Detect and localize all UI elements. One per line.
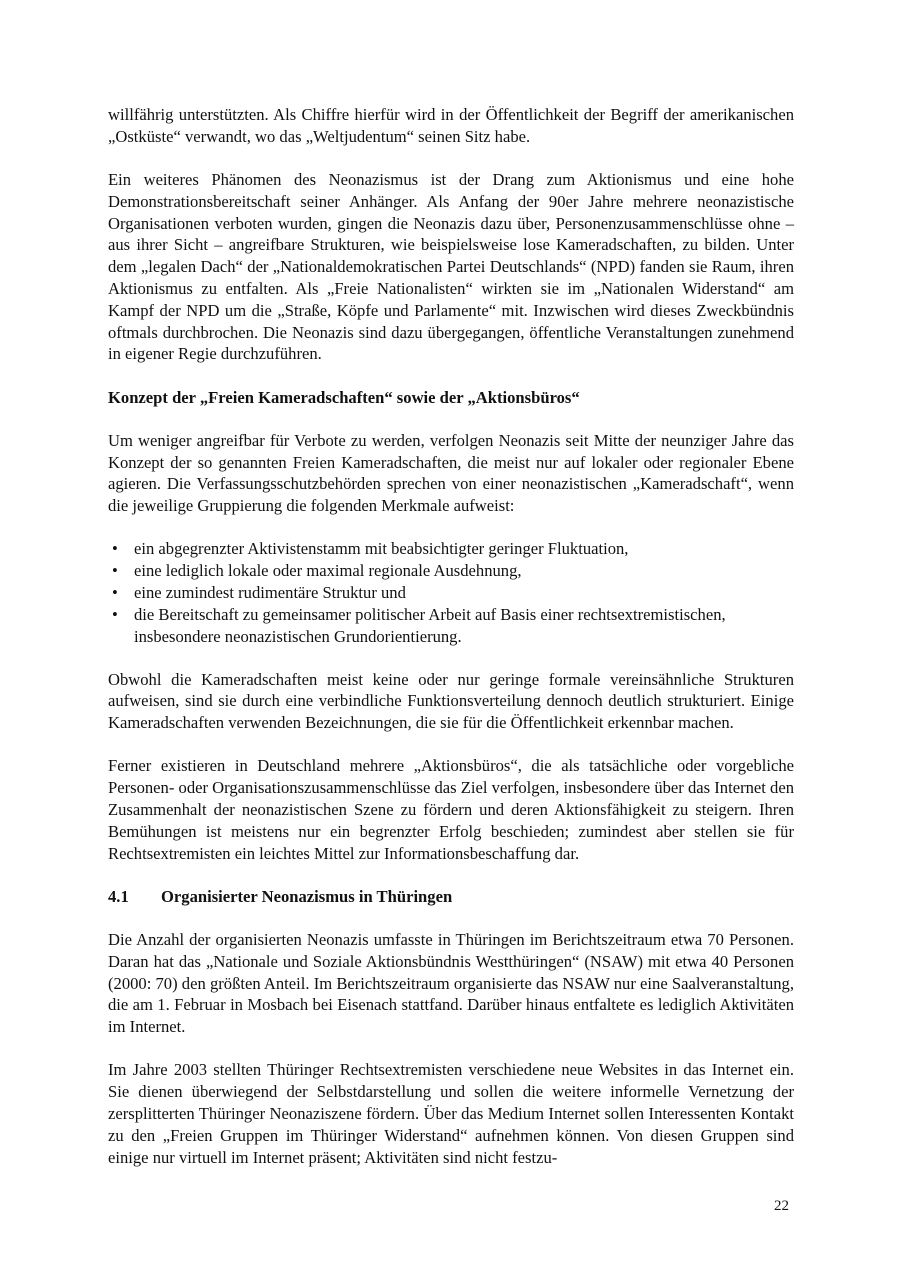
list-item — [108, 582, 794, 604]
section-heading — [108, 886, 794, 908]
paragraph-continuation: willfährig unterstützten. Als Chiffre hierfür wird in der Öffentlichkeit der Begriff der amerikanischen „Ostküste“ verwandt, wo das „Weltjudentum“ seinen Sitz habe. — [108, 105, 794, 146]
bullet-icon: • — [112, 582, 118, 602]
criteria-list — [108, 538, 794, 647]
paragraph-structures: Obwohl die Kameradschaften meist keine oder nur geringe formale vereinsähnliche Strukturen aufweisen, sind sie durch eine verbindliche Funktionsverteilung dennoch deutlich strukturiert. Einige Kameradschaften verwenden Bezeichnungen, die sie für die Öffentlichkeit erkennbar machen. — [108, 669, 794, 733]
paragraph-neonazism-activism: Ein weiteres Phänomen des Neonazismus ist der Drang zum Aktionismus und eine hohe Demonstrationsbereitschaft seiner Anhänger. Als Anfang der 90er Jahre mehrere neonazistische Organisationen verboten wurden, gingen die Neonazis dazu über, Personenzusammenschlüsse ohne – aus ihrer Sicht – angreifbare Strukturen, wie beispielsweise lose Kameradschaften, zu bilden. Unter dem „legalen Dach“ der „Nationaldemokratischen Partei Deutschlands“ (NPD) fanden sie Raum, ihren Aktionismus zu entfalten. Als „Freie Nationalisten“ wirkten sie im „Nationalen Widerstand“ am Kampf der NPD um die „Straße, Köpfe und Parlamente“ mit. Inzwischen wird dieses Zweckbündnis oftmals durchbrochen. Die Neonazis sind dazu übergegangen, öffentliche Veranstaltungen zunehmend in eigener Regie durchzuführen. — [108, 169, 794, 364]
bullet-icon: • — [112, 561, 118, 581]
paragraph-concept-intro: Um weniger angreifbar für Verbote zu werden, verfolgen Neonazis seit Mitte der neunziger Jahre das Konzept der so genannten Freien Kameradschaften, die meist nur auf lokaler oder regionaler Ebene agieren. Die Verfassungsschutzbehörden sprechen von einer neonazistischen „Kameradschaft“, wenn die jeweilige Gruppierung die folgenden Merkmale aufweist: — [108, 430, 794, 516]
bullet-icon: • — [112, 539, 118, 559]
list-item — [108, 560, 794, 582]
document-page — [108, 104, 794, 1190]
section-number: 4.1 — [108, 886, 129, 906]
paragraph-websites: Im Jahre 2003 stellten Thüringer Rechtsextremisten verschiedene neue Websites in das Internet ein. Sie dienen überwiegend der Selbstdarstellung und sollen die weitere informelle Vernetzung der zersplitterten Thüringer Neonaziszene fördern. Über das Medium Internet sollen Interessenten Kontakt zu den „Freien Gruppen im Thüringer Widerstand“ aufnehmen können. Von diesen Gruppen sind einige nur virtuell im Internet präsent; Aktivitäten sind nicht festzu- — [108, 1060, 794, 1167]
list-item — [108, 538, 794, 560]
list-item — [108, 604, 794, 648]
page-number: 22 — [774, 1198, 789, 1214]
list-item-text: eine lediglich lokale oder maximal regionale Ausdehnung, — [134, 561, 522, 581]
list-item-text: eine zumindest rudimentäre Struktur und — [134, 582, 406, 602]
section-title: Organisierter Neonazismus in Thüringen — [161, 886, 453, 906]
paragraph-aktionsbueros: Ferner existieren in Deutschland mehrere „Aktionsbüros“, die als tatsächliche oder vorgebliche Personen- oder Organisationszusammenschlüsse das Ziel verfolgen, insbesondere über das Internet den Zusammenhalt der neonazistischen Szene zu fördern und deren Aktionsfähigkeit zu steigern. Ihren Bemühungen ist meistens nur ein begrenzter Erfolg beschieden; zumindest aber stellen sie für Rechtsextremisten ein leichtes Mittel zur Informationsbeschaffung dar. — [108, 756, 794, 863]
subheading-kameradschaften: Konzept der „Freien Kameradschaften“ sowie der „Aktionsbüros“ — [108, 387, 580, 407]
bullet-icon: • — [112, 604, 118, 624]
list-item-text: ein abgegrenzter Aktivistenstamm mit beabsichtigter geringer Fluktuation, — [134, 539, 629, 559]
paragraph-thueringen-count: Die Anzahl der organisierten Neonazis umfasste in Thüringen im Berichtszeitraum etwa 70 Personen. Daran hat das „Nationale und Soziale Aktionsbündnis Westthüringen“ (NSAW) mit etwa 40 Personen (2000: 70) den größten Anteil. Im Berichtszeitraum organisierte das NSAW nur eine Saalveranstaltung, die am 1. Februar in Mosbach bei Eisenach stattfand. Darüber hinaus entfaltete es lediglich Aktivitäten im Internet. — [108, 930, 794, 1037]
list-item-text: die Bereitschaft zu gemeinsamer politischer Arbeit auf Basis einer rechtsextremistischen, insbesondere neonazistischen Grundorientierung. — [134, 604, 726, 646]
